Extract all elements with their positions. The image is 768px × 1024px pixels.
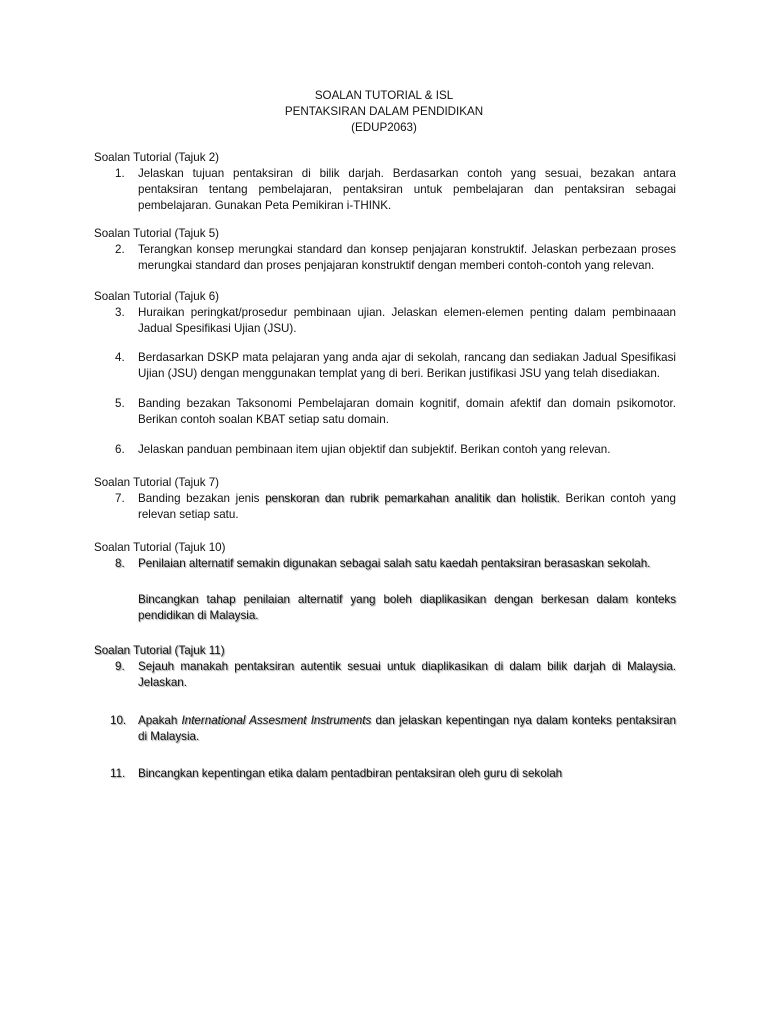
question-number: 5. [115,397,125,410]
question-number: 7. [115,492,125,505]
header-title: SOALAN TUTORIAL & ISL [314,89,454,102]
question-item [94,491,676,523]
question-text-shadowed: penskoran dan rubrik pemarkahan analitik dan holistik. [265,492,560,505]
question-number: 1. [115,167,125,180]
section-title: Soalan Tutorial (Tajuk 10) [94,541,226,554]
header-course-code: (EDUP2063) [351,121,417,134]
question-text-part: Apakah [138,714,182,727]
question-number: 4. [115,351,125,364]
question-text: Jelaskan tujuan pentaksiran di bilik darjah. Berdasarkan contoh yang sesuai, bezakan antara pentaksiran tentang pembelajaran, pentaksiran untuk pembelajaran dan pentaksiran sebagai pembelajaran. Gunakan Peta Pemikiran i-THINK. [138,167,676,212]
question-text: Huraikan peringkat/prosedur pembinaan ujian. Jelaskan elemen-elemen penting dalam pembinaaan Jadual Spesifikasi Ujian (JSU). [138,306,676,335]
section-tajuk-6 [94,289,676,337]
question-text [138,491,676,523]
question-text: Bincangkan tahap penilaian alternatif yang boleh diaplikasikan dengan berkesan dalam konteks pendidikan di Malaysia. [138,593,676,622]
question-text-italic: International Assesment Instruments [181,714,372,727]
question-item [94,242,676,274]
question-text: Penilaian alternatif semakin digunakan sebagai salah satu kaedah pentaksiran berasaskan sekolah. [138,557,651,570]
question-item [94,659,676,691]
question-item [94,766,676,782]
section-tajuk-7 [94,475,676,523]
question-text: Sejauh manakah pentaksiran autentik sesuai untuk diaplikasikan di dalam bilik darjah di Malaysia. Jelaskan. [138,660,676,689]
section-tajuk-6-q6 [94,442,676,458]
question-number: 8. [115,557,125,570]
header-course-name: PENTAKSIRAN DALAM PENDIDIKAN [284,105,484,118]
question-text [138,713,676,745]
section-title: Soalan Tutorial (Tajuk 5) [94,227,220,240]
question-text: Jelaskan panduan pembinaan item ujian objektif dan subjektif. Berikan contoh yang relevan. [138,443,611,456]
question-item [94,442,676,458]
question-item [94,556,676,572]
question-text-part: Berikan contoh yang relevan setiap satu. [138,492,676,521]
question-number: 10. [110,714,127,727]
question-item [94,166,676,214]
question-item [94,396,676,428]
question-text: Bincangkan kepentingan etika dalam pentadbiran pentaksiran oleh guru di sekolah [138,767,563,780]
question-text-part: Banding bezakan jenis [138,492,266,505]
section-tajuk-10 [94,540,676,572]
question-number: 6. [115,443,125,456]
question-number: 3. [115,306,125,319]
question-item [94,305,676,337]
question-number: 2. [115,243,125,256]
question-item [94,592,676,624]
section-tajuk-11-q11 [94,766,676,782]
question-number: 11. [110,767,126,780]
question-text: Terangkan konsep merungkai standard dan konsep penjajaran konstruktif. Jelaskan perbezaan proses merungkai standard dan proses penjajaran konstruktif dengan memberi contoh-contoh yang relevan. [138,243,676,272]
section-title: Soalan Tutorial (Tajuk 6) [94,290,220,303]
question-item [94,713,676,745]
section-title: Soalan Tutorial (Tajuk 2) [94,151,220,164]
section-tajuk-11-q10 [94,713,676,745]
question-number: 9. [115,660,125,673]
section-tajuk-2 [94,150,676,214]
section-tajuk-10-sub [94,592,676,624]
section-title: Soalan Tutorial (Tajuk 7) [94,476,220,489]
section-tajuk-6-q5 [94,396,676,428]
section-tajuk-11 [94,643,676,691]
question-item [94,350,676,382]
question-text-part: dan jelaskan kepentingan nya dalam konteks pentaksiran di Malaysia. [138,714,676,743]
section-tajuk-5 [94,226,676,274]
question-text: Berdasarkan DSKP mata pelajaran yang anda ajar di sekolah, rancang dan sediakan Jadual Spesifikasi Ujian (JSU) dengan menggunakan templat yang di beri. Berikan justifikasi JSU yang telah disediakan. [138,351,676,380]
section-tajuk-6-q4 [94,350,676,382]
section-title: Soalan Tutorial (Tajuk 11) [94,644,225,657]
document-header [0,88,768,136]
question-text: Banding bezakan Taksonomi Pembelajaran domain kognitif, domain afektif dan domain psikomotor. Berikan contoh soalan KBAT setiap satu domain. [138,397,676,426]
